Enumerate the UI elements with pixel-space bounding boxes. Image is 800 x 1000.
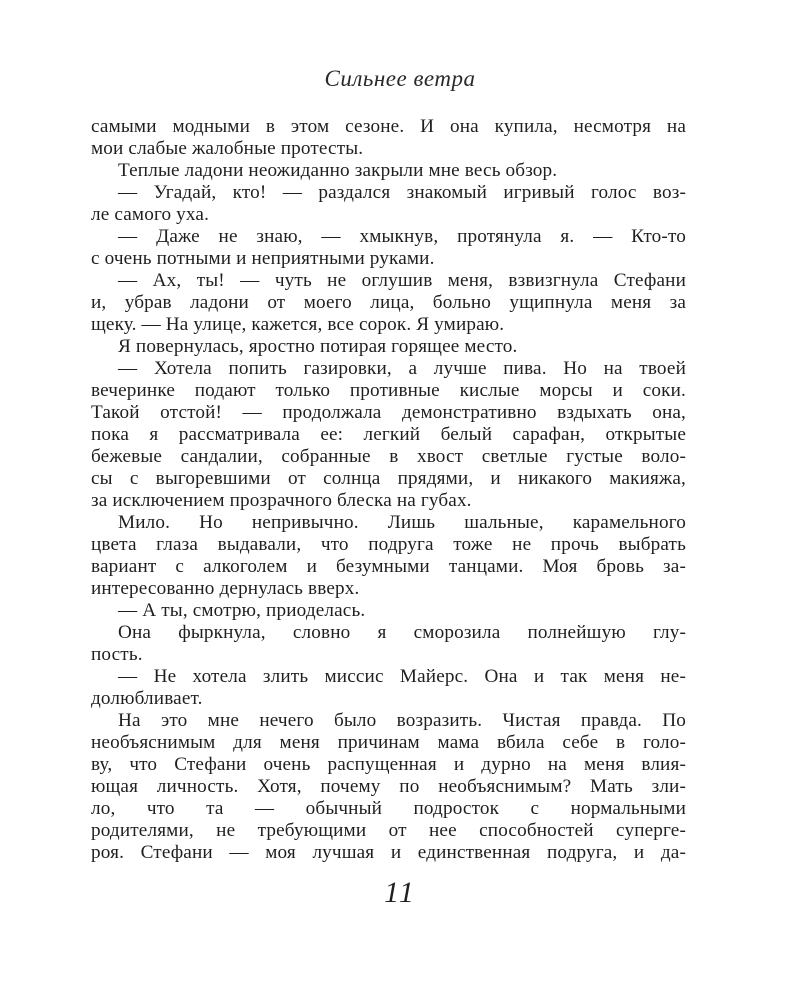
page-number: 11: [384, 876, 416, 909]
text-line: мои слабые жалобные протесты.: [91, 138, 364, 159]
text-line: вариант с алкоголем и безумными танцами. Моя бровь за-: [91, 556, 686, 577]
text-line: сы с выгоревшими от солнца прядями, и никакого макияжа,: [91, 468, 686, 489]
text-line: ющая личность. Хотя, почему по необъяснимым? Мать зли-: [91, 776, 686, 797]
text-line: — Угадай, кто! — раздался знакомый игривый голос воз-: [118, 182, 686, 203]
text-line: бежевые сандалии, собранные в хвост светлые густые воло-: [91, 446, 686, 467]
text-line: щеку. — На улице, кажется, все сорок. Я умираю.: [91, 314, 505, 335]
text-line: и, убрав ладони от моего лица, больно ущипнула меня за: [91, 292, 686, 313]
text-line: за исключением прозрачного блеска на губах.: [91, 490, 472, 511]
text-line: Теплые ладони неожиданно закрыли мне весь обзор.: [118, 160, 558, 181]
text-line: — Хотела попить газировки, а лучше пива. Но на твоей: [118, 358, 686, 379]
text-line: интересованно дернулась вверх.: [91, 578, 360, 599]
running-head: Сильнее ветра: [324, 66, 476, 91]
text-line: роя. Стефани — моя лучшая и единственная подруга, и да-: [91, 842, 686, 863]
text-line: долюбливает.: [91, 688, 203, 709]
text-line: ло, что та — обычный подросток с нормальными: [91, 798, 686, 819]
text-line: Она фыркнула, словно я сморозила полнейшую глу-: [118, 622, 686, 643]
text-line: Такой отстой! — продолжала демонстративно вздыхать она,: [91, 402, 686, 423]
text-line: Мило. Но непривычно. Лишь шальные, карамельного: [118, 512, 686, 533]
text-line: вечеринке подают только противные кислые морсы и соки.: [91, 380, 686, 401]
text-line: с очень потными и неприятными руками.: [91, 248, 435, 269]
text-line: необъяснимым для меня причинам мама вбила себе в голо-: [91, 732, 686, 753]
text-line: самыми модными в этом сезоне. И она купила, несмотря на: [91, 116, 686, 137]
text-line: На это мне нечего было возразить. Чистая правда. По: [118, 710, 686, 731]
text-line: ву, что Стефани очень распущенная и дурно на меня влия-: [91, 754, 686, 775]
text-line: пока я рассматривала ее: легкий белый сарафан, открытые: [91, 424, 686, 445]
text-line: родителями, не требующими от нее способностей суперге-: [91, 820, 686, 841]
text-line: — Не хотела злить миссис Майерс. Она и так меня не-: [118, 666, 686, 687]
text-line: цвета глаза выдавали, что подруга тоже не прочь выбрать: [91, 534, 686, 555]
text-line: Я повернулась, яростно потирая горящее место.: [118, 336, 518, 357]
text-line: — Даже не знаю, — хмыкнув, протянула я. — Кто-то: [118, 226, 686, 247]
text-line: — Ах, ты! — чуть не оглушив меня, взвизгнула Стефани: [118, 270, 686, 291]
text-line: пость.: [91, 644, 143, 665]
text-line: — А ты, смотрю, приоделась.: [118, 600, 366, 621]
text-line: ле самого уха.: [91, 204, 210, 225]
body-text: [91, 116, 686, 864]
